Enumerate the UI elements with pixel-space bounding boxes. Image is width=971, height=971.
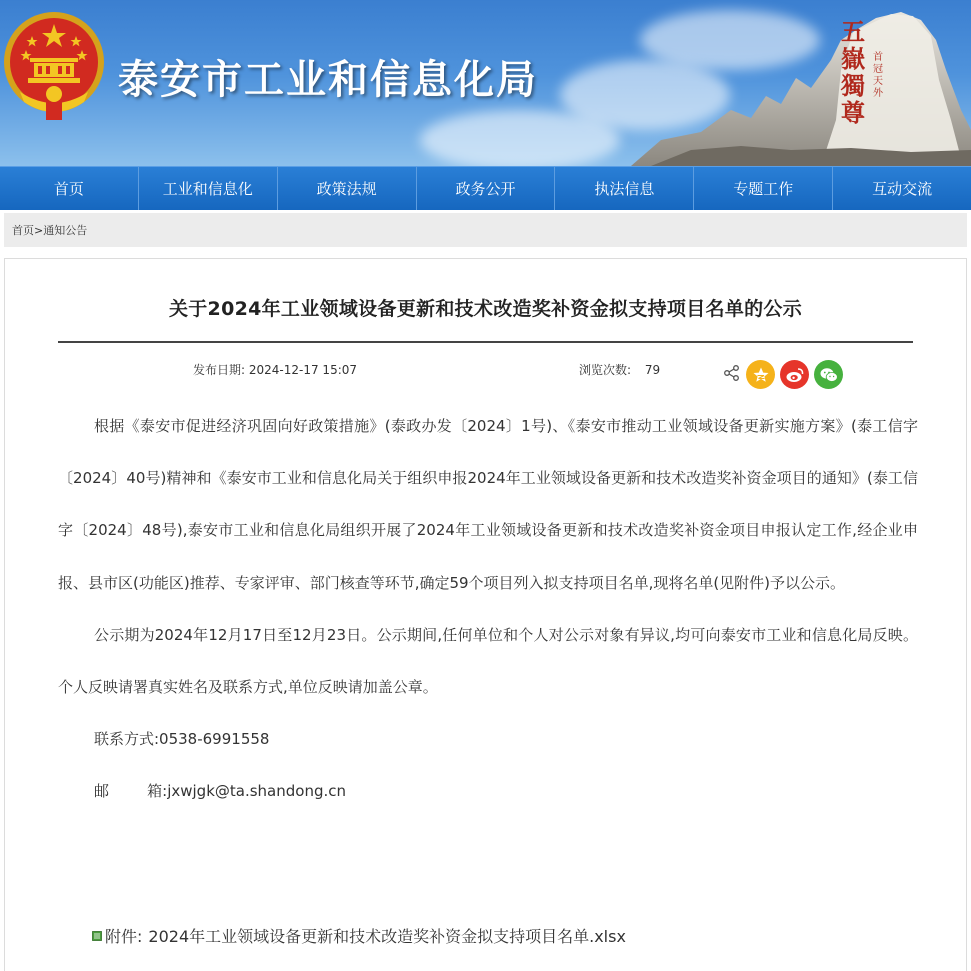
taishan-mountain-image <box>591 0 971 166</box>
stone-small-inscription: 首冠天外 <box>873 52 883 99</box>
nav-item-industry-info[interactable]: 工业和信息化 <box>139 167 278 210</box>
view-count-label: 浏览次数: <box>579 363 632 377</box>
nav-item-home[interactable]: 首页 <box>0 167 139 210</box>
title-divider <box>58 341 913 343</box>
nav-item-special-topics[interactable]: 专题工作 <box>694 167 833 210</box>
breadcrumb-home-link[interactable]: 首页 <box>12 224 34 237</box>
contact-phone: 联系方式:0538-6991558 <box>94 730 270 749</box>
national-emblem-icon[interactable] <box>2 10 106 124</box>
nav-item-enforcement[interactable]: 执法信息 <box>555 167 694 210</box>
nav-item-policy[interactable]: 政策法规 <box>278 167 417 210</box>
article-title: 关于2024年工业领域设备更新和技术改造奖补资金拟支持项目名单的公示 <box>168 298 803 320</box>
article-body <box>58 400 918 818</box>
breadcrumb-current-link[interactable]: 通知公告 <box>43 224 88 237</box>
attachment-label: 附件: <box>105 927 143 946</box>
qzone-icon <box>752 366 770 384</box>
site-title: 泰安市工业和信息化局 <box>118 56 538 103</box>
body-paragraph: 公示期为2024年12月17日至12月23日。公示期间,任何单位和个人对公示对象有异议,均可向泰安市工业和信息化局反映。个人反映请署真实姓名及联系方式,单位反映请加盖公章。 <box>58 625 918 697</box>
weibo-icon <box>785 366 805 384</box>
header-banner <box>0 0 971 166</box>
weibo-share-button[interactable] <box>780 360 809 389</box>
nav-item-interaction[interactable]: 互动交流 <box>872 180 933 198</box>
qzone-share-button[interactable] <box>746 360 775 389</box>
excel-file-icon <box>92 931 102 941</box>
main-nav <box>0 166 971 210</box>
nav-item-gov-affairs[interactable]: 政务公开 <box>417 167 556 210</box>
body-paragraph: 根据《泰安市促进经济巩固向好政策措施》(泰政办发〔2024〕1号)、《泰安市推动工业领域设备更新实施方案》(泰工信字〔2024〕40号)精神和《泰安市工业和信息化局关于组织申报2024年工业领域设备更新和技术改造奖补资金项目的通知》(泰工信字〔2024〕48号),泰安市工业和信息化局组织开展了2024年工业领域设备更新和技术改造奖补资金项目申报认定工作,经企业申报、县市区(功能区)推荐、专家评审、部门核查等环节,确定59个项目列入拟支持项目名单,现将名单(见附件)予以公示。 <box>58 417 918 592</box>
stone-char: 五 <box>841 17 865 46</box>
stone-char: 尊 <box>841 98 865 127</box>
share-icon[interactable] <box>723 364 741 382</box>
publish-date-value: 2024-12-17 15:07 <box>248 363 358 377</box>
stone-inscription <box>838 18 868 126</box>
attachment-link[interactable]: 2024年工业领域设备更新和技术改造奖补资金拟支持项目名单.xlsx <box>148 927 626 946</box>
publish-date <box>193 361 357 378</box>
wechat-share-button[interactable] <box>814 360 843 389</box>
breadcrumb <box>4 213 967 247</box>
attachment <box>92 924 626 947</box>
wechat-icon <box>819 366 839 384</box>
contact-email: 邮 箱:jxwjgk@ta.shandong.cn <box>94 782 346 801</box>
stone-char: 獨 <box>841 71 865 100</box>
stone-char: 嶽 <box>841 44 865 73</box>
breadcrumb-separator: > <box>34 223 44 237</box>
cloud-decoration <box>420 110 620 166</box>
publish-date-label: 发布日期: <box>193 363 246 377</box>
view-count <box>579 361 660 378</box>
view-count-value: 79 <box>644 363 661 377</box>
